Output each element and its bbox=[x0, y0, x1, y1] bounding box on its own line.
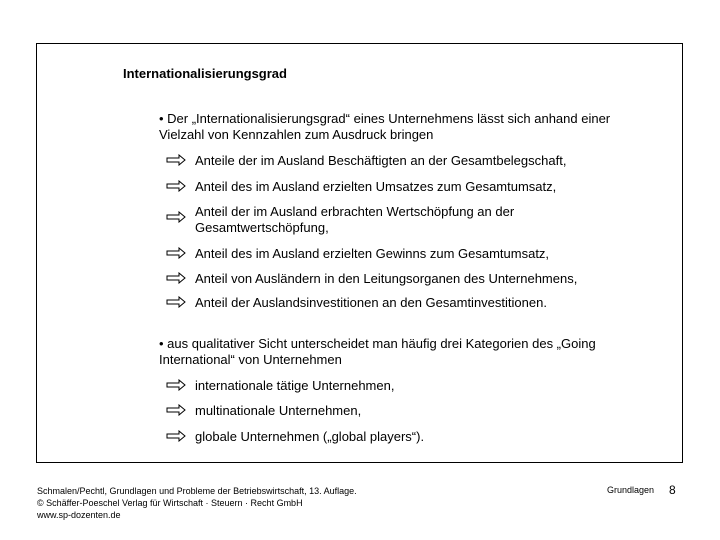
list-item-text: Anteil der im Ausland erbrachten Wertschöpfung an der Gesamtwertschöpfung, bbox=[195, 204, 515, 235]
list-item-text: Anteil des im Ausland erzielten Umsatzes zum Gesamtumsatz, bbox=[195, 179, 557, 194]
list-item-text: Anteile der im Ausland Beschäftigten an der Gesamtbelegschaft, bbox=[195, 153, 567, 168]
right-arrow-icon bbox=[166, 296, 186, 308]
right-arrow-icon bbox=[166, 404, 186, 416]
bullet-kennzahlen: • Der „Internationalisierungsgrad“ eines Unternehmens lässt sich anhand einer Vielzahl von Kennzahlen zum Ausdruck bringen bbox=[159, 111, 611, 142]
right-arrow-icon bbox=[166, 180, 186, 192]
footer-line: Schmalen/Pechtl, Grundlagen und Probleme der Betriebswirtschaft, 13. Auflage. bbox=[37, 486, 357, 496]
right-arrow-icon bbox=[166, 211, 186, 223]
list-item-text: Anteil der Auslandsinvestitionen an den Gesamtinvestitionen. bbox=[195, 295, 547, 310]
list-item-text: Anteil von Ausländern in den Leitungsorganen des Unternehmens, bbox=[195, 271, 578, 286]
footer-link[interactable]: www.sp-dozenten.de bbox=[37, 510, 121, 520]
list-item-text: multinationale Unternehmen, bbox=[195, 403, 362, 418]
right-arrow-icon bbox=[166, 430, 186, 442]
footer-citation bbox=[37, 485, 357, 521]
list-item-text: internationale tätige Unternehmen, bbox=[195, 378, 395, 393]
footer-section: Grundlagen bbox=[607, 485, 655, 495]
right-arrow-icon bbox=[166, 379, 186, 391]
right-arrow-icon bbox=[166, 154, 186, 166]
page-number: 8 bbox=[669, 483, 676, 497]
right-arrow-icon bbox=[166, 272, 186, 284]
footer-line: © Schäffer-Poeschel Verlag für Wirtschaft · Steuern · Recht GmbH bbox=[37, 498, 303, 508]
bullet-going-international: • aus qualitativer Sicht unterscheidet man häufig drei Kategorien des „Going International“ von Unternehmen bbox=[159, 336, 596, 367]
slide-title: Internationalisierungsgrad bbox=[123, 66, 287, 81]
list-item-text: globale Unternehmen („global players“). bbox=[195, 429, 425, 444]
list-item-text: Anteil des im Ausland erzielten Gewinns zum Gesamtumsatz, bbox=[195, 246, 550, 261]
right-arrow-icon bbox=[166, 247, 186, 259]
